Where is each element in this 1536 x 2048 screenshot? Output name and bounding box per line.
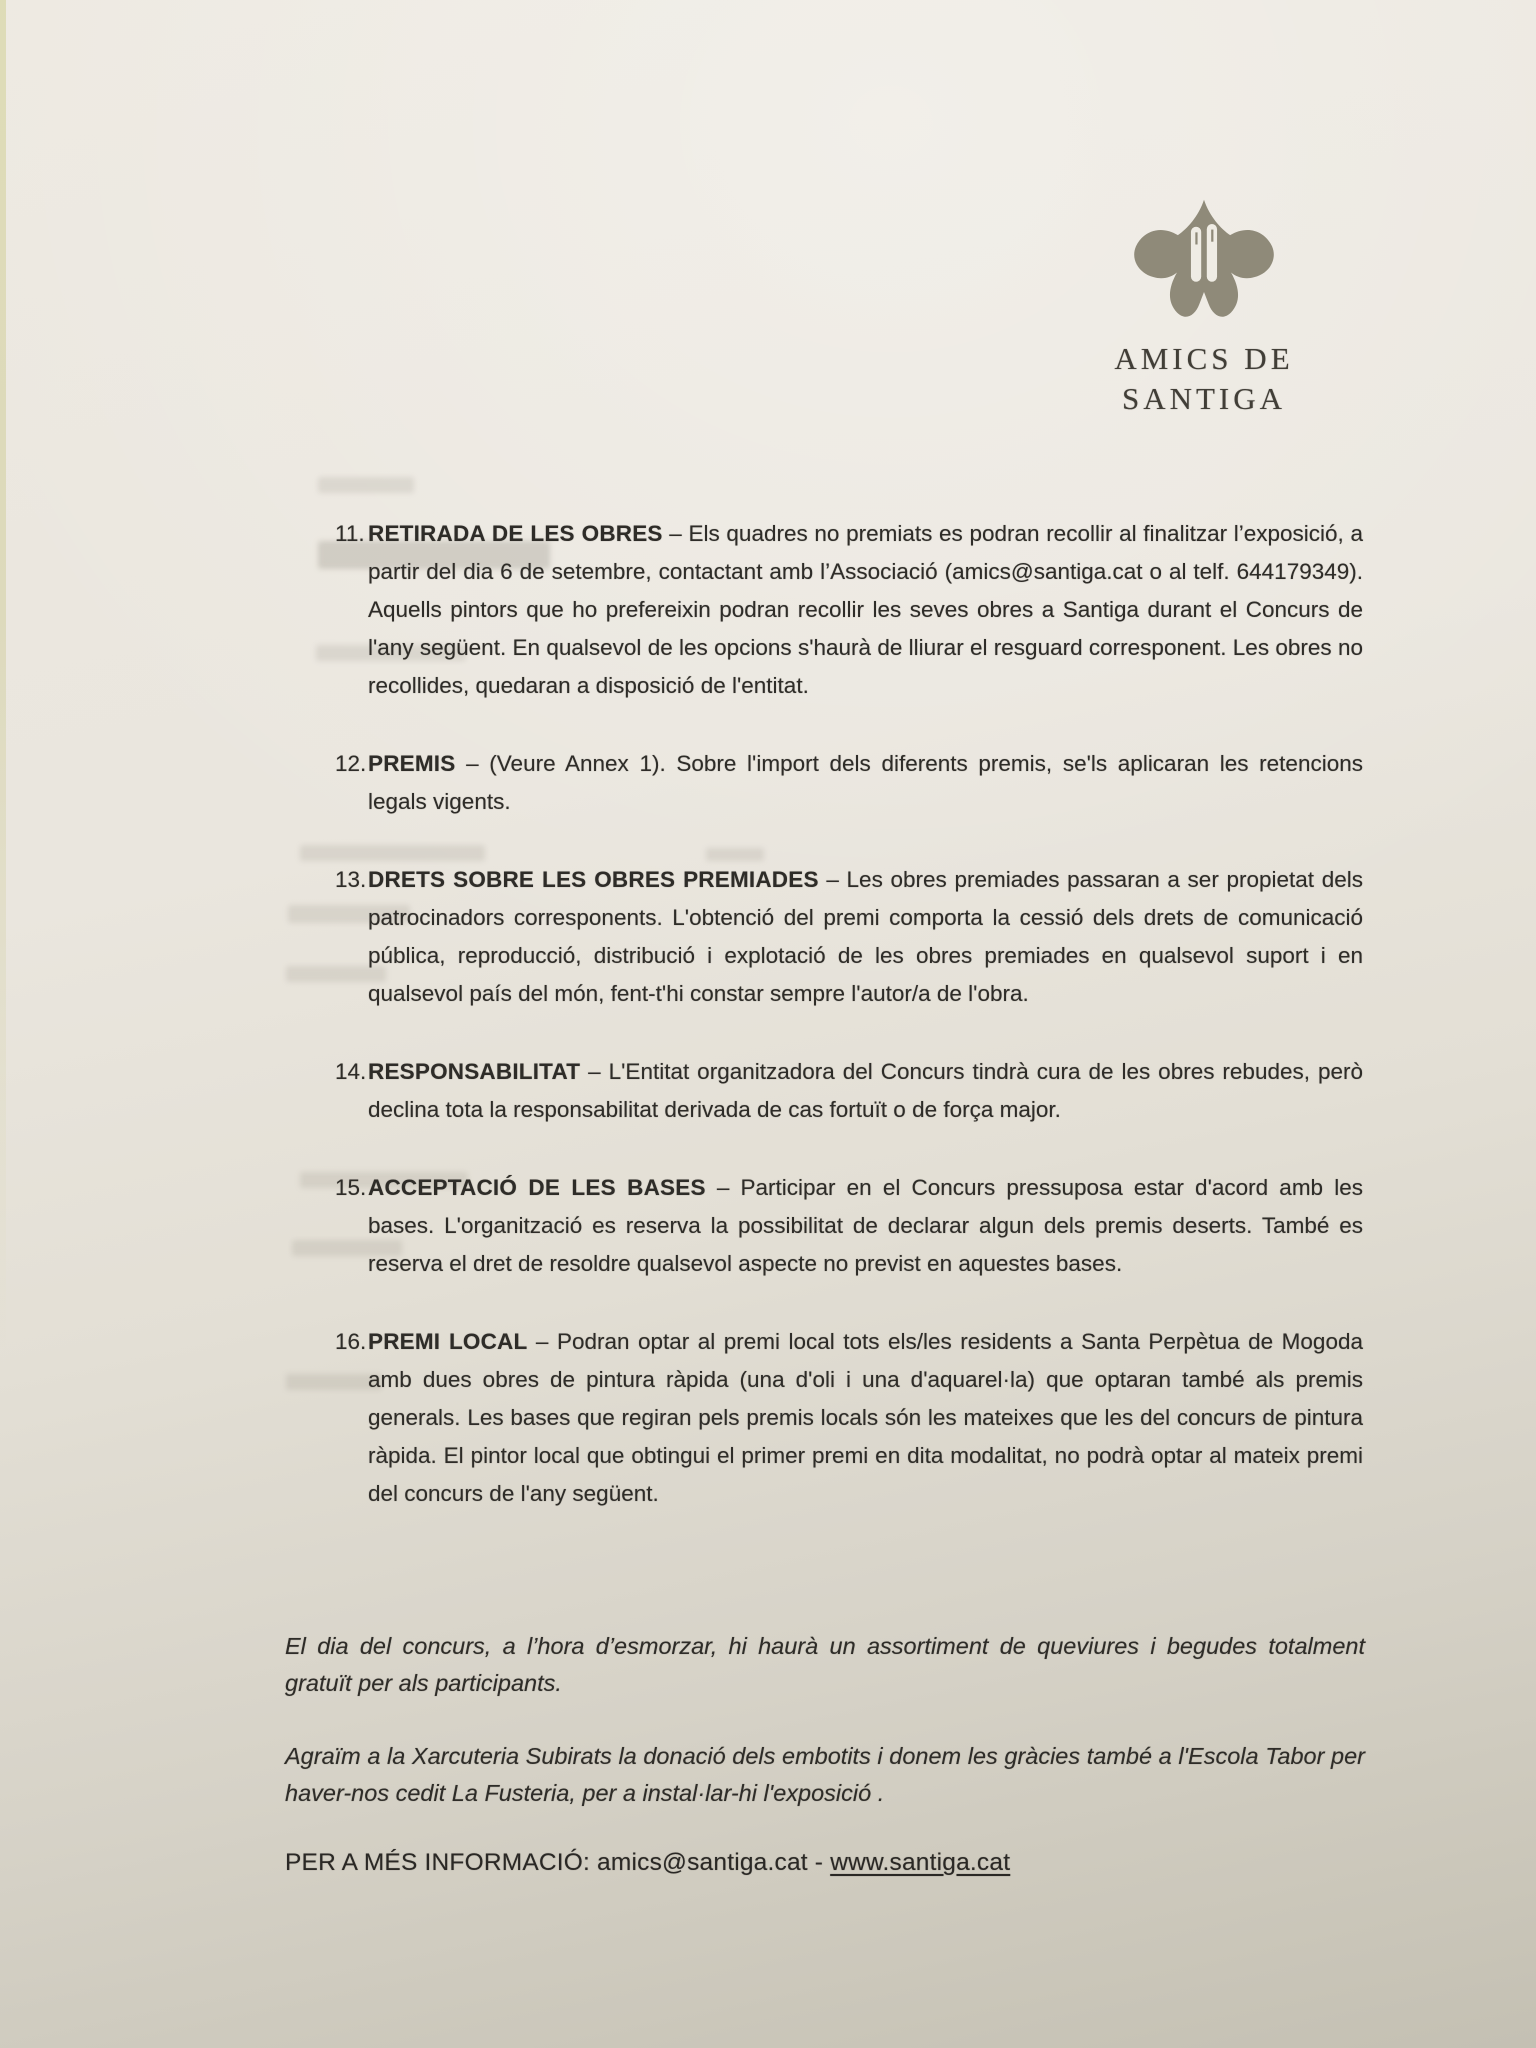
- item-separator: –: [527, 1329, 557, 1354]
- rule-item-14: [285, 1053, 1363, 1129]
- rule-item-13: [285, 861, 1363, 1013]
- footer-label: PER A MÉS INFORMACIÓ: amics@santiga.cat -: [285, 1849, 831, 1876]
- item-number: 14.: [335, 1059, 367, 1084]
- logo-wordmark-line2: SANTIGA: [1121, 381, 1287, 416]
- item-title: PREMI LOCAL: [368, 1329, 528, 1354]
- item-title: PREMIS: [368, 751, 456, 776]
- rule-item-15: [285, 1169, 1363, 1283]
- item-number: 16.: [335, 1329, 367, 1354]
- item-body: Podran optar al premi local tots els/les residents a Santa Perpètua de Mogoda amb dues obres de pintura ràpida (una d'oli i una d'aquarel·la) que optaran també als premis generals. Les bases que regiran pels premis locals són les mateixes que les del concurs de pintura ràpida. El pintor local que obtingui el primer premi en dita modalitat, no podrà optar al mateix premi del concurs de l'any següent.: [368, 1329, 1363, 1506]
- item-body: Participar en el Concurs pressuposa estar d'acord amb les bases. L'organització es reserva la possibilitat de declarar algun dels premis deserts. També es reserva el dret de resoldre qualsevol aspecte no previst en aquestes bases.: [368, 1175, 1363, 1276]
- item-separator: –: [580, 1059, 609, 1084]
- item-separator: –: [818, 867, 847, 892]
- item-number: 13.: [335, 867, 367, 892]
- item-number: 12.: [335, 751, 367, 776]
- item-title: DRETS SOBRE LES OBRES PREMIADES: [368, 867, 819, 892]
- rule-item-16: [285, 1323, 1363, 1513]
- logo-wordmark-line1: AMICS DE: [1114, 341, 1294, 376]
- amics-de-santiga-logo: [1093, 196, 1315, 414]
- item-number: 11.: [335, 521, 365, 546]
- paper-edge-strip: [0, 0, 6, 1350]
- item-number: 15.: [335, 1175, 367, 1200]
- rule-item-11: [285, 515, 1363, 705]
- rule-item-12: [285, 745, 1363, 821]
- item-body: L'Entitat organitzadora del Concurs tindrà cura de les obres rebudes, però declina tota la responsabilitat derivada de cas fortuït o de força major.: [368, 1059, 1363, 1122]
- website-link: www.santiga.cat: [830, 1849, 1011, 1876]
- item-separator: –: [662, 521, 689, 546]
- item-text: [368, 1053, 1363, 1129]
- item-separator: –: [705, 1175, 741, 1200]
- item-text: [368, 515, 1363, 705]
- item-text: [368, 745, 1363, 821]
- item-text: [368, 861, 1363, 1013]
- note-breakfast: El dia del concurs, a l’hora d’esmorzar, hi haurà un assortiment de queviures i begudes totalment gratuït per als participants.: [285, 1633, 1365, 1696]
- item-title: ACCEPTACIÓ DE LES BASES: [368, 1175, 706, 1200]
- item-separator: –: [455, 751, 490, 776]
- item-text: [368, 1169, 1363, 1283]
- rules-list: [285, 515, 1363, 1553]
- closing-notes: [285, 1628, 1365, 1848]
- item-body: Els quadres no premiats es podran recollir al finalitzar l’exposició, a partir del dia 6 de setembre, contactant amb l’Associació (amics@santiga.cat o al telf. 644179349). Aquells pintors que ho prefereixin podran recollir les seves obres a Santiga durant el Concurs de l'any següent. En qualsevol de les opcions s'haurà de lliurar el resguard corresponent. Les obres no recollides, quedaran a disposició de l'entitat.: [368, 521, 1363, 698]
- item-text: [368, 1323, 1363, 1513]
- ivy-leaf-icon: [1129, 196, 1279, 334]
- footer-info: [285, 1849, 1365, 1877]
- show-through-ghost: [318, 477, 414, 493]
- item-title: RESPONSABILITAT: [368, 1059, 581, 1084]
- item-title: RETIRADA DE LES OBRES: [368, 521, 663, 546]
- item-body: (Veure Annex 1). Sobre l'import dels diferents premis, se'ls aplicaran les retencions legals vigents.: [368, 751, 1363, 814]
- note-thanks: Agraïm a la Xarcuteria Subirats la donació dels embotits i donem les gràcies també a l'Escola Tabor per haver-nos cedit La Fusteria, per a instal·lar-hi l'exposició .: [285, 1743, 1365, 1806]
- item-body: Les obres premiades passaran a ser propietat dels patrocinadors corresponents. L'obtenció del premi comporta la cessió dels drets de comunicació pública, reproducció, distribució i explotació de les obres premiades en qualsevol suport i en qualsevol país del món, fent-t'hi constar sempre l'autor/a de l'obra.: [368, 867, 1363, 1006]
